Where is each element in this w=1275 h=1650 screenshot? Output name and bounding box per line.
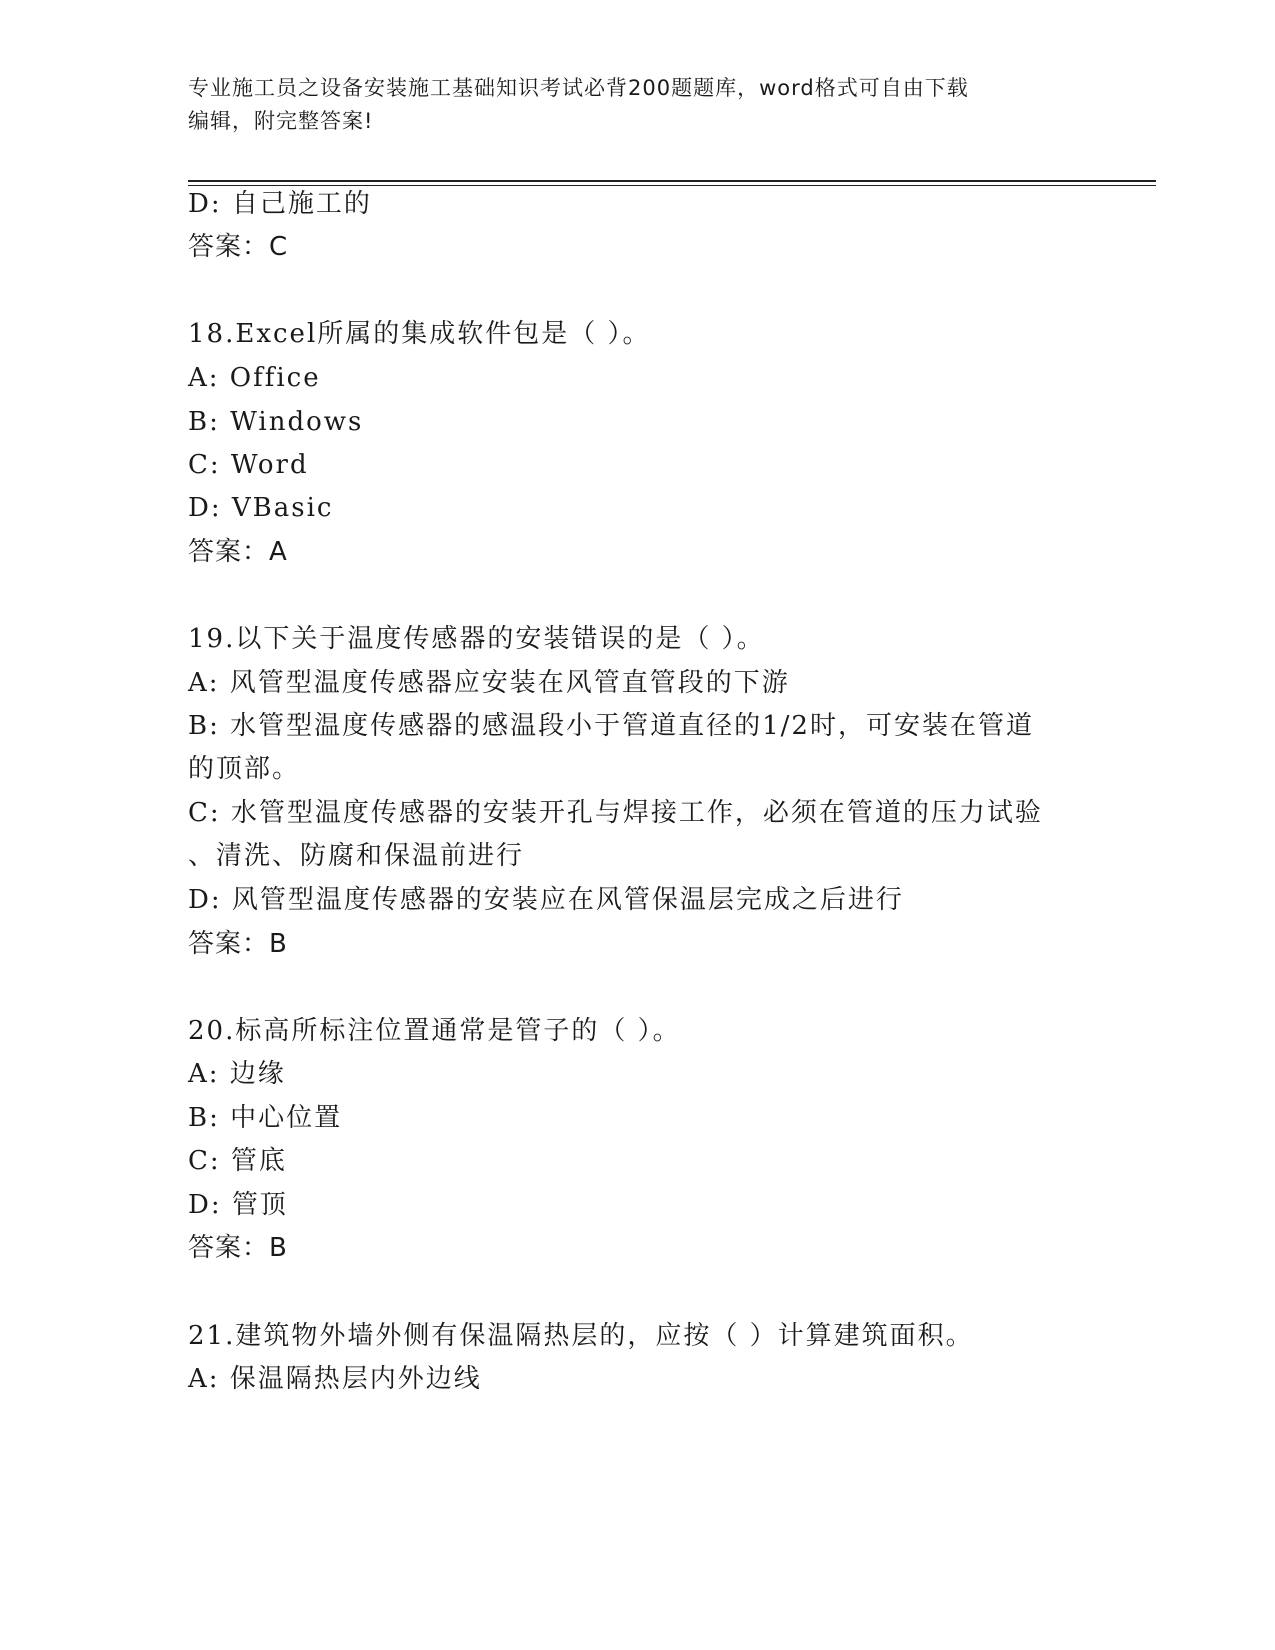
- q17-answer: 答案：C: [188, 232, 289, 262]
- header-title-line-2: 编辑，附完整答案!: [188, 109, 374, 133]
- document-header: [188, 72, 1068, 138]
- q21-option-a: A: 保温隔热层内外边线: [188, 1364, 482, 1394]
- q20-answer: 答案：B: [188, 1233, 288, 1263]
- q17-option-d: D: 自己施工的: [188, 189, 372, 219]
- q19-option-d: D: 风管型温度传感器的安装应在风管保温层完成之后进行: [188, 885, 904, 915]
- q20-option-d: D: 管顶: [188, 1190, 288, 1220]
- q18-option-a: A: Office: [188, 363, 321, 393]
- q18-answer: 答案：A: [188, 537, 288, 567]
- q20-option-c: C: 管底: [188, 1146, 287, 1176]
- q19-option-a: A: 风管型温度传感器应安装在风管直管段的下游: [188, 668, 790, 698]
- q18-option-d: D: VBasic: [188, 493, 334, 523]
- q21-stem: 21.建筑物外墙外侧有保温隔热层的，应按（ ）计算建筑面积。: [188, 1321, 974, 1351]
- q20-option-b: B: 中心位置: [188, 1103, 343, 1133]
- q19-option-b-line-2: 的顶部。: [188, 754, 301, 784]
- q18-stem: 18.Excel所属的集成软件包是（ ）。: [188, 319, 651, 349]
- header-title-line-1: 专业施工员之设备安装施工基础知识考试必背200题题库，word格式可自由下载: [188, 76, 969, 100]
- q19-option-b-line-1: B: 水管型温度传感器的感温段小于管道直径的1/2时，可安装在管道: [188, 711, 1034, 741]
- q19-option-c-line-1: C: 水管型温度传感器的安装开孔与焊接工作，必须在管道的压力试验: [188, 798, 1043, 828]
- q18-option-c: C: Word: [188, 450, 309, 480]
- q19-answer: 答案：B: [188, 929, 288, 959]
- q19-stem: 19.以下关于温度传感器的安装错误的是（ ）。: [188, 624, 765, 654]
- q20-option-a: A: 边缘: [188, 1059, 286, 1089]
- q18-option-b: B: Windows: [188, 407, 364, 437]
- q19-option-c-line-2: 、清洗、防腐和保温前进行: [188, 841, 525, 871]
- q20-stem: 20.标高所标注位置通常是管子的（ ）。: [188, 1016, 681, 1046]
